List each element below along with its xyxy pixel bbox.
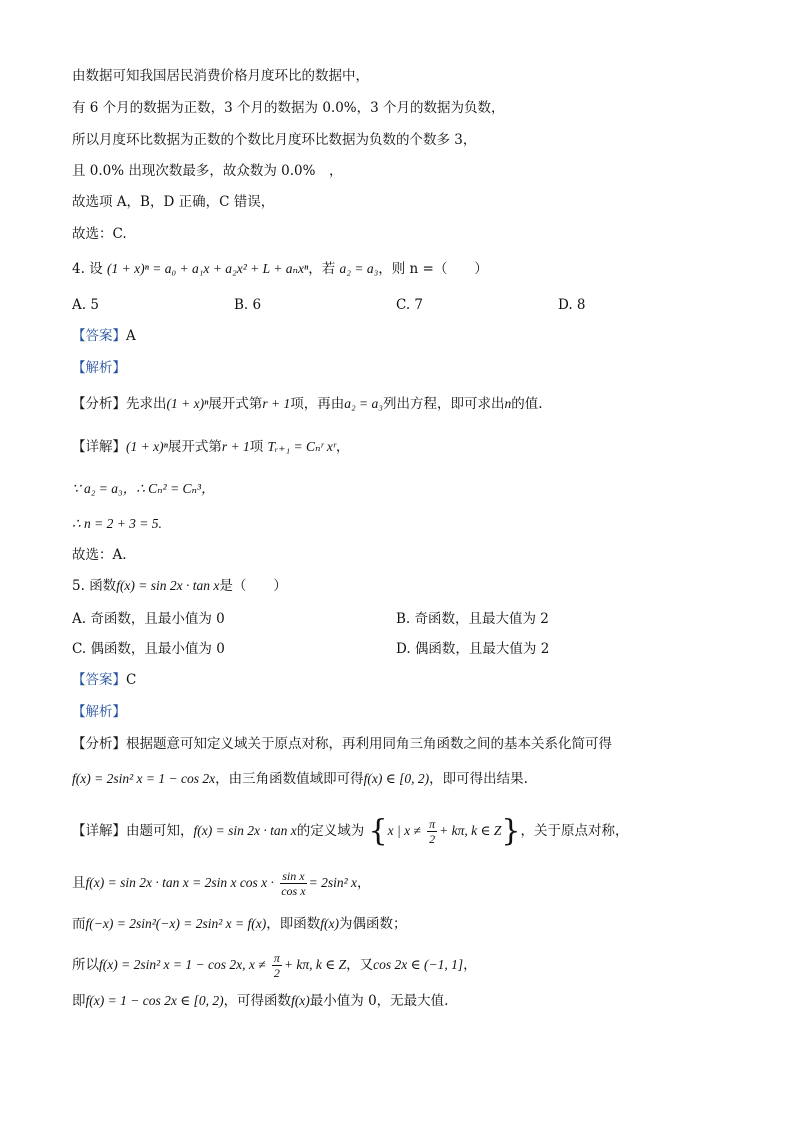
q5-detail-b: 的定义域为 [296,823,365,839]
q4-conclusion: 故选：A. [72,547,127,563]
q5-line-a [72,866,370,900]
q5-line-c-den: 2 [273,966,280,980]
q4-option-c: C. 7 [396,297,424,313]
q5-fenxi-line2-b: ，即可得出结果. [429,771,528,787]
q4-condition-text: ，若 [308,261,336,277]
q4-condition: a₂ = a₃ [339,261,379,276]
q5-detail-expr1: f(x) = sin 2x · tan x [193,823,297,838]
q5-line-c-tail: + kπ, k ∈ Z [283,957,347,972]
q4-option-a: A. 5 [72,297,99,313]
q5-option-d: D. 偶函数，且最大值为 2 [396,641,550,657]
q4-fenxi-e: 的值. [511,396,543,412]
q5-fenxi-text: 根据题意可知定义域关于原点对称，再利用同角三角函数之间的基本关系化简可得 [126,736,612,752]
q4-answer [72,326,136,346]
q4-fenxi-tag: 【分析】 [72,396,126,412]
q4-answer-value: A [126,328,136,344]
q5-line-b-expr2: f(x) [320,916,339,931]
q5-line-a-num: sin x [282,869,305,883]
q5-line-a-end: ， [356,875,371,891]
intro-line-2: 有 6 个月的数据为正数，3 个月的数据为 0.0%，3 个月的数据为负数， [72,100,505,116]
q5-line-c-prefix: 所以 [72,957,99,973]
q4-fenxi-a: 先求出 [126,396,167,412]
q5-prefix: 函数 [89,578,117,594]
q5-line-d-text: ，可得函数 [223,993,292,1009]
q5-line-d-end: 最小值为 0，无最大值. [309,993,449,1009]
intro-line-6: 故选：C. [72,226,127,242]
q5-number: 5. [72,578,85,594]
q4-detail-b: 项 [249,439,264,455]
q5-answer-value: C [126,672,137,688]
q5-line-c-fraction [272,951,282,980]
q5-detail-tag: 【详解】 [72,823,126,839]
q5-domain-num: π [429,817,436,831]
q4-fenxi [72,394,543,414]
q5-analysis-label: 【解析】 [72,704,126,720]
q5-domain-fraction [427,817,437,846]
q4-analysis-tag [72,358,126,378]
q4-answer-tag: 【答案】 [72,328,126,344]
q5-line-d-prefix: 即 [72,993,86,1009]
q4-step2: ∴ n = 2 + 3 = 5. [72,516,162,531]
q4-fenxi-d: 列出方程，即可求出 [382,396,505,412]
q5-line-a-prefix: 且 [72,875,86,891]
q4-option-b: B. 6 [234,297,262,313]
q5-detail-c: ，关于原点对称， [520,823,629,839]
q4-detail-tag: 【详解】 [72,439,126,455]
left-brace-icon: { [368,813,388,849]
q4-analysis-label: 【解析】 [72,360,126,376]
intro-line-3: 所以月度环比数据为正数的个数比月度环比数据为负数的个数多 3， [72,132,477,148]
q5-line-d [72,991,448,1011]
q5-answer [72,670,136,690]
q5-line-b-prefix: 而 [72,916,86,932]
q5-line-c-expr2: cos 2x ∈ (−1, 1] [373,957,464,972]
q4-number: 4. [72,261,85,277]
q5-stem [72,576,287,596]
q5-answer-tag: 【答案】 [72,672,126,688]
intro-line-1: 由数据可知我国居民消费价格月度环比的数据中， [72,68,369,84]
q5-fenxi-expr: f(x) = 2sin² x = 1 − cos 2x [72,771,216,786]
q5-domain-den: 2 [429,832,436,846]
intro-line-5: 故选项 A，B，D 正确，C 错误， [72,194,275,210]
q4-option-d: D. 8 [558,297,586,313]
q5-line-c [72,948,477,982]
q4-detail-expr1: (1 + x)ⁿ [126,439,168,454]
q4-fenxi-c: 项，再由 [290,396,345,412]
q5-detail [72,813,628,850]
q5-option-b: B. 奇函数，且最大值为 2 [396,611,549,627]
right-brace-icon: } [501,813,521,849]
q4-fenxi-expr3: a₂ = a₃ [344,396,383,411]
q4-detail-expr2: r + 1 [221,439,250,454]
q5-option-c: C. 偶函数，且最小值为 0 [72,641,225,657]
q5-fenxi-tag: 【分析】 [72,736,126,752]
q4-fenxi-expr1: (1 + x)ⁿ [166,396,209,411]
q5-line-b-end: 为偶函数； [338,916,407,932]
q4-fenxi-expr2: r + 1 [262,396,291,411]
q5-line-c-text: ，又 [346,957,374,973]
q5-fenxi [72,734,612,754]
q5-option-a: A. 奇函数，且最小值为 0 [72,611,225,627]
q4-prefix: 设 [89,261,103,277]
q5-question: 是（ ） [219,578,287,594]
q5-line-b-text: ，即函数 [266,916,321,932]
q5-fenxi-line2-a: ，由三角函数值域即可得 [215,771,364,787]
q5-domain-left: x | x ≠ [387,823,421,838]
q5-line-d-expr2: f(x) [291,993,310,1008]
q5-line-c-end: ， [463,957,477,973]
q5-line-a-fraction [280,869,306,898]
q5-line-a-tail: = 2sin² x [308,875,357,890]
q5-line-a-den: cos x [281,884,306,898]
q4-stem [72,259,488,279]
q5-line-b-expr: f(−x) = 2sin²(−x) = 2sin² x = f(x) [85,916,267,931]
q5-line-d-expr: f(x) = 1 − cos 2x ∈ [0, 2) [85,993,224,1008]
q5-line-a-expr: f(x) = sin 2x · tan x = 2sin x cos x · [85,875,274,890]
q5-fenxi-expr2: f(x) ∈ [0, 2) [363,771,430,786]
q5-line-b [72,914,406,934]
q5-fenxi-line2 [72,769,528,789]
q5-formula: f(x) = sin 2x · tan x [116,578,220,593]
intro-line-4: 且 0.0% 出现次数最多，故众数为 0.0% ， [72,163,343,179]
q4-detail [72,437,349,457]
q5-domain-right: + kπ, k ∈ Z [439,823,502,838]
q4-step1: ∵ a₂ = a₃，∴ Cₙ² = Cₙ³， [72,481,215,496]
q5-detail-a: 由题可知， [126,823,194,839]
q4-detail-a: 展开式第 [167,439,222,455]
q4-fenxi-b: 展开式第 [208,396,263,412]
q4-question: ，则 n =（ ） [378,261,488,277]
q5-analysis-tag [72,702,126,722]
q5-line-c-expr: f(x) = 2sin² x = 1 − cos 2x, x ≠ [99,957,266,972]
q4-detail-expr3: Tᵣ₊₁ = Cₙʳ xʳ [267,439,336,454]
q4-detail-c: ， [335,439,350,455]
q4-formula: (1 + x)ⁿ = a₀ + a₁x + a₂x² + L + aₙxⁿ [106,261,309,276]
q5-line-c-num: π [273,951,280,965]
q4-fenxi-expr4: n [504,396,512,411]
